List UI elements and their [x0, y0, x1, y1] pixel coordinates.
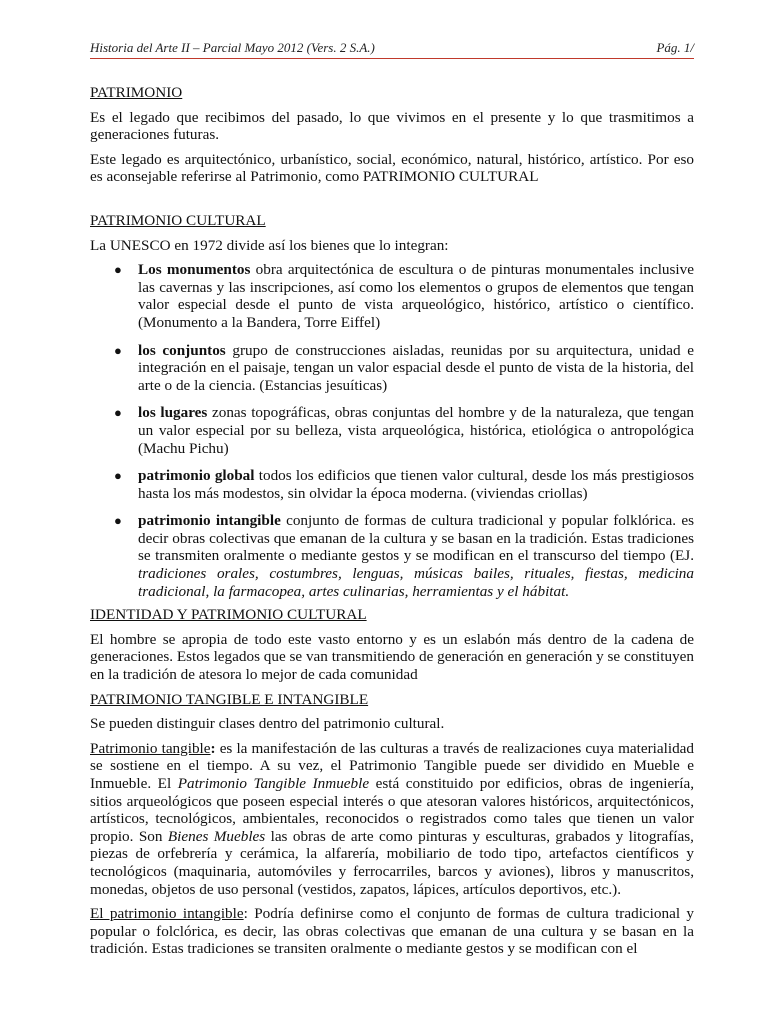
list-item [90, 261, 694, 331]
section-heading-patrimonio-cultural: PATRIMONIO CULTURAL [90, 211, 266, 229]
list-item [90, 342, 694, 395]
document-body [90, 84, 694, 958]
list-item [90, 467, 694, 502]
list-item-examples: tradiciones orales, costumbres, lenguas, músicas bailes, rituales, fiestas, medicina tradicional, la farmacopea, artes culinarias, herramientas y el hábitat. [138, 565, 694, 600]
paragraph-tangible [90, 740, 694, 898]
page-number: Pág. 1/ [656, 40, 694, 55]
list-item-term: los conjuntos [138, 341, 226, 359]
paragraph: Este legado es arquitectónico, urbanístico, social, económico, natural, histórico, artístico. Por eso es aconsejable referirse al Patrimonio, como PATRIMONIO CULTURAL [90, 150, 694, 186]
list-item-text: obra arquitectónica de escultura o de pinturas monumentales inclusive las cavernas y las inscripciones, así como los elementos o grupos de elementos que tengan valor especial desde el punto de vista arqueológico, histórico, artístico o científico. (Monumento a la Bandera, Torre Eiffel) [138, 261, 694, 331]
bullet-icon: ● [114, 342, 122, 358]
list-item-text: conjunto de formas de cultura tradicional y popular folklórica. es decir obras colectivas que emanan de la cultura y se basan en la tradición. Estas tradiciones se transmiten oralmente o mediante gestos y se modifican en el transcurso del tiempo (EJ. [138, 512, 694, 565]
section-heading-patrimonio: PATRIMONIO [90, 84, 183, 101]
bullet-icon: ● [114, 513, 122, 529]
list-item [90, 404, 694, 457]
term-patrimonio-intangible: El patrimonio intangible [90, 905, 244, 923]
paragraph: La UNESCO en 1972 divide así los bienes que lo integran: [90, 236, 449, 254]
term-bienes-muebles: Bienes Muebles [167, 827, 266, 845]
text-segment: es la manifestación de las culturas a través de realizaciones cuya materialidad se sostiene en el tiempo. A su vez, el Patrimonio Tangible puede ser dividido en Mueble e Inmueble. El [90, 739, 695, 792]
list-item-term: patrimonio intangible [138, 512, 281, 530]
list-item-text: zonas topográficas, obras conjuntas del hombre y de la naturaleza, que tengan un valor especial por su belleza, vista arqueológica, histórica, etiológica o antropológica (Machu Pichu) [138, 404, 694, 457]
list-item-term: patrimonio global [138, 467, 255, 485]
section-heading-tangible-intangible: PATRIMONIO TANGIBLE E INTANGIBLE [90, 690, 369, 708]
bullet-icon: ● [114, 262, 122, 278]
paragraph: Se pueden distinguir clases dentro del patrimonio cultural. [90, 715, 445, 733]
term-patrimonio-tangible: Patrimonio tangible [90, 739, 211, 757]
list-item-text: todos los edificios que tienen valor cultural, desde los más prestigiosos hasta los más modestos, sin olvidar la época moderna. (viviendas criollas) [138, 467, 695, 502]
list-item-text: grupo de construcciones aisladas, reunidas por su arquitectura, unidad e integración en el paisaje, tengan un valor espacial desde el punto de vista de la historia, del arte o de la ciencia. (Estancias jesuíticas) [138, 341, 694, 394]
term-colon: : [210, 739, 216, 757]
list-item [90, 512, 694, 600]
list-item-term: los lugares [138, 404, 208, 422]
paragraph: Es el legado que recibimos del pasado, lo que vivimos en el presente y lo que trasmitimos a generaciones futuras. [90, 108, 694, 144]
page-header [90, 40, 694, 59]
text-segment: las obras de arte como pinturas y esculturas, grabados y litografías, piezas de orfebrería y cerámica, la alfarería, mobiliario de todo tipo, artefactos científicos y tecnológicos (maquinaria, automóviles y ferrocarriles, barcos y aviones), libros y manuscritos, monedas, objetos de uso personal (vestidos, zapatos, lápices, artículos deportivos, etc.). [90, 827, 694, 898]
header-title: Historia del Arte II – Parcial Mayo 2012 (Vers. 2 S.A.) [90, 40, 375, 55]
list-item-term: Los monumentos [138, 261, 251, 279]
bullet-icon: ● [114, 405, 122, 421]
term-tangible-inmueble: Patrimonio Tangible Inmueble [177, 775, 370, 792]
paragraph: El hombre se apropia de todo este vasto entorno y es un eslabón más dentro de la cadena de generaciones. Estos legados que se van transmitiendo de generación en generación y se constituyen en la tradición de atesora lo mejor de cada comunidad [90, 630, 694, 684]
paragraph-intangible [90, 905, 694, 958]
section-heading-identidad: IDENTIDAD Y PATRIMONIO CULTURAL [90, 606, 367, 624]
unesco-list [90, 261, 694, 600]
text-segment: está constituido por edificios, obras de ingeniería, sitios arqueológicos que poseen especial interés o que atesoran valores históricos, arquitectónicos, artísticos, tecnológicos, ambientales, reconocidos o registrados como tales que tienen un valor propio. Son [90, 775, 694, 845]
bullet-icon: ● [114, 468, 122, 484]
text-segment: : Podría definirse como el conjunto de formas de cultura tradicional y popular o folclórica, es decir, las obras colectivas que emanan de una cultura y se basan en la tradición. Estas tradiciones se transiten oralmente o mediante gestos y se modifican con el [90, 905, 694, 958]
